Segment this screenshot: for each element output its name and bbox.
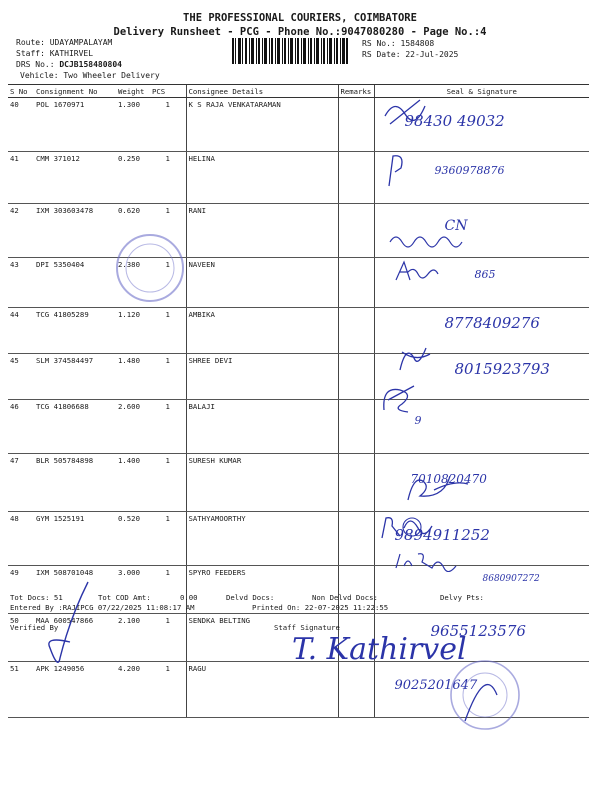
row-consignee: SHREE DEVI [186,354,338,400]
row-weight: 0.620 [116,204,150,258]
col-consignment: Consignment No [34,85,116,98]
col-sno: S No [8,85,34,98]
col-remarks: Remarks [338,85,374,98]
round-seal-stamp [114,232,186,304]
row-signature: 7010820470 [374,454,589,512]
signature-scribble-49 [404,470,474,506]
row-consignment-no: MAA 600547866 [34,614,116,662]
row-remarks [338,308,374,354]
signature-scribble-46 [396,342,436,376]
row-weight: 1.400 [116,454,150,512]
row-sno: 50 [8,614,34,662]
row-pcs: 1 [150,614,186,662]
row-remarks [338,454,374,512]
company-title: THE PROFESSIONAL COURIERS, COIMBATORE [183,12,417,24]
row-weight: 3.000 [116,566,150,614]
table-row [8,354,589,400]
row-remarks [338,512,374,566]
drs-label: DRS No.: [16,60,55,69]
row-pcs: 1 [150,354,186,400]
row-sno: 42 [8,204,34,258]
col-signature: Seal & Signature [374,85,589,98]
total-cod-label: Tot COD Amt: [98,593,151,602]
col-pcs: PCS [150,85,186,98]
row-pcs: 1 [150,566,186,614]
row-consignment-no: APK 1249056 [34,662,116,718]
row-pcs: 1 [150,512,186,566]
row-remarks [338,152,374,204]
row-remarks [338,354,374,400]
table-row [8,400,589,454]
row-remarks [338,204,374,258]
row-remarks [338,98,374,152]
drs-number [16,60,122,69]
row-consignee: BALAJI [186,400,338,454]
row-consignment-no: SLM 374584497 [34,354,116,400]
row-sno: 44 [8,308,34,354]
verified-by-label: Verified By [10,623,59,632]
row-signature: 865 [374,258,589,308]
delivered-docs: Delvd Docs: [226,593,275,602]
total-docs: Tot Docs: 51 [10,593,63,602]
row-sno: 46 [8,400,34,454]
table-row [8,152,589,204]
row-consignment-no: CMM 371012 [34,152,116,204]
table-row [8,98,589,152]
printed-on: Printed On: 22-07-2025 11:22:55 [252,603,389,612]
row-pcs: 1 [150,308,186,354]
signature-scribble-43 [388,226,478,252]
row-pcs: 1 [150,204,186,258]
table-row [8,308,589,354]
row-consignee: SATHYAMOORTHY [186,512,338,566]
row-sno: 49 [8,566,34,614]
entered-by: Entered By :RAJIPCG 07/22/2025 11:08:17 AM [10,603,195,612]
row-weight: 4.200 [116,662,150,718]
non-delivered-docs: Non Delvd Docs: [312,593,378,602]
row-sno: 43 [8,258,34,308]
row-consignee: K S RAJA VENKATARAMAN [186,98,338,152]
table-row [8,204,589,258]
row-weight: 1.120 [116,308,150,354]
row-sno: 47 [8,454,34,512]
row-consignee: HELINA [186,152,338,204]
row-consignment-no: IXM 303603478 [34,204,116,258]
row-consignment-no: DPI 5350404 [34,258,116,308]
row-consignee: SENDKA BELTING [186,614,338,662]
row-pcs: 1 [150,400,186,454]
row-signature: 8015923793 [374,354,589,400]
row-remarks [338,400,374,454]
row-signature: 9360978876 [374,152,589,204]
row-pcs: 1 [150,454,186,512]
footer-seal-stamp [445,655,525,735]
row-weight: 1.480 [116,354,150,400]
row-signature: 8778409276 [374,308,589,354]
runsheet-subtitle: Delivery Runsheet - PCG - Phone No.:9047080280 - Page No.:4 [113,26,487,38]
row-weight: 2.100 [116,614,150,662]
row-consignee: RANI [186,204,338,258]
vehicle-label: Vehicle: Two Wheeler Delivery [20,71,160,80]
row-signature: 98430 49032 [374,98,589,152]
row-consignment-no: POL 1670971 [34,98,116,152]
row-remarks [338,662,374,718]
staff-label: Staff: KATHIRVEL [16,49,94,58]
staff-signature-label: Staff Signature [274,623,340,632]
signature-scribble-44 [392,258,452,284]
verifier-signature [30,578,100,678]
row-consignment-no: IXM 508701048 [34,566,116,614]
signature-scribble-40 [380,96,460,130]
rs-date: RS Date: 22-Jul-2025 [362,50,459,59]
table-row [8,512,589,566]
signature-scribble-51 [392,548,462,572]
row-consignee: RAGU [186,662,338,718]
total-cod-value: 0.00 [180,593,198,602]
row-pcs: 1 [150,98,186,152]
drs-value: DCJB158480804 [59,60,122,69]
row-weight: 0.520 [116,512,150,566]
barcode-image [232,38,348,64]
row-consignment-no: BLR 505784898 [34,454,116,512]
delivery-points: Delvy Pts: [440,593,484,602]
row-sno: 51 [8,662,34,718]
row-consignee: SURESH KUMAR [186,454,338,512]
staff-handwritten-signature: T. Kathirvel [292,632,467,667]
row-weight: 2.380 [116,258,150,308]
row-pcs: 1 [150,258,186,308]
table-row [8,258,589,308]
rs-number: RS No.: 1584808 [362,39,435,48]
row-weight: 0.250 [116,152,150,204]
col-weight: Weight [116,85,150,98]
row-consignee: NAVEEN [186,258,338,308]
signature-scribble-47 [378,380,422,416]
row-pcs: 1 [150,662,186,718]
row-remarks [338,258,374,308]
row-signature: 9894911252 [374,512,589,566]
row-consignment-no: TCG 41805289 [34,308,116,354]
row-weight: 1.300 [116,98,150,152]
row-weight: 2.600 [116,400,150,454]
signature-scribble-41 [385,150,425,190]
row-sno: 40 [8,98,34,152]
row-signature: 9 [374,400,589,454]
row-signature: CN [374,204,589,258]
row-consignee: SPYRO FEEDERS [186,566,338,614]
row-pcs: 1 [150,152,186,204]
col-consignee: Consignee Details [186,85,338,98]
row-consignment-no: TCG 41806688 [34,400,116,454]
row-signature: 8680907272 [374,566,589,614]
row-sno: 41 [8,152,34,204]
route-label: Route: UDAYAMPALAYAM [16,38,113,47]
row-consignment-no: GYM 1525191 [34,512,116,566]
table-header-row [8,85,589,98]
table-row [8,454,589,512]
row-signature: 9655123576 [374,614,589,662]
row-signature: 9025201647 [374,662,589,718]
row-sno: 48 [8,512,34,566]
row-sno: 45 [8,354,34,400]
row-consignee: AMBIKA [186,308,338,354]
signature-scribble-50 [378,512,438,542]
